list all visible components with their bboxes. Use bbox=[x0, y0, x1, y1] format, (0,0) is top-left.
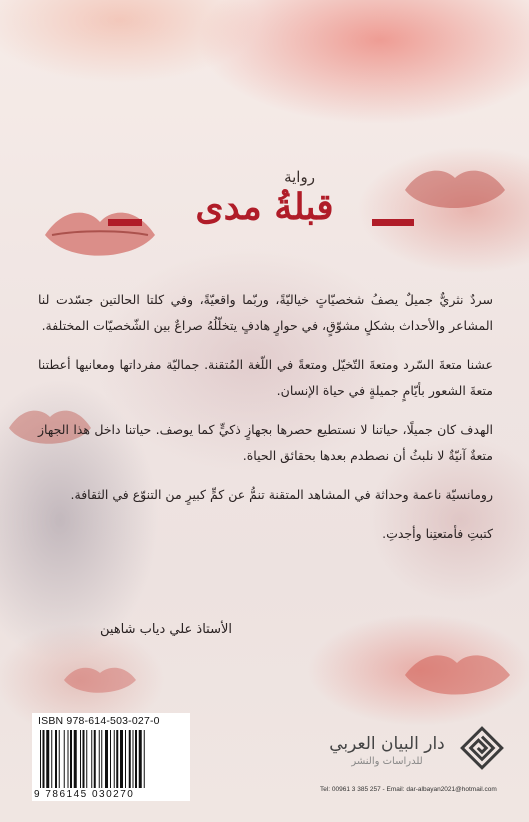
blurb bbox=[38, 287, 493, 560]
barcode-bar bbox=[110, 730, 111, 788]
blurb-paragraph: عشنا متعةَ السّرد ومتعةَ التّخيّل ومتعةً في اللّغة المُتقنة. جماليّة مفرداتها ومعانيها أعطتنا متعةَ الشعور بأيّامٍ جميلةٍ في حياة الإنسان. bbox=[38, 357, 493, 398]
lip-print-bottom-right-icon bbox=[400, 645, 515, 705]
book-title: قبلةُ مدى bbox=[195, 186, 334, 228]
publisher-contact: Tel: 00961 3 385 257 - Email: dar-albayan2021@hotmail.com bbox=[320, 786, 497, 793]
barcode-bars bbox=[40, 730, 182, 788]
barcode-bar bbox=[59, 730, 60, 788]
blurb-paragraph: سردٌ نثريٌّ جميلٌ يصفُ شخصيّاتٍ خياليّةً، وربّما واقعيّةً، وفي كلتا الحالتين جسّدت لنا المشاعر والأحداث بشكلٍ مشوّقٍ، في حوارٍ هادفٍ يتخلّلُهُ صراعٌ بين الشّخصيّات المختلفة. bbox=[38, 292, 493, 333]
blurb-paragraph: رومانسيّة ناعمة وحداثة في المشاهد المتقنة تنمُّ عن كمٍّ كبيرٍ من التنوّع في الثقافة. bbox=[70, 487, 493, 502]
lip-print-bottom-left-icon bbox=[60, 660, 140, 700]
barcode-digits: 9 786145 030270 bbox=[34, 789, 135, 800]
barcode-bar bbox=[139, 730, 142, 788]
barcode-bar bbox=[94, 730, 96, 788]
publisher-subtitle: للدراسات والنشر bbox=[351, 756, 423, 767]
barcode-bar bbox=[51, 730, 52, 788]
title-bar-right bbox=[372, 219, 414, 226]
blurb-paragraph: كتبتِ فأمتعتِنا وأجدتِ. bbox=[382, 526, 493, 541]
barcode-bar bbox=[74, 730, 77, 788]
barcode-bar bbox=[55, 730, 57, 788]
barcode-bar bbox=[86, 730, 87, 788]
barcode-bar bbox=[64, 730, 65, 788]
barcode-bar bbox=[120, 730, 123, 788]
barcode-bar bbox=[125, 730, 126, 788]
title-block bbox=[0, 168, 529, 228]
barcode-bar bbox=[105, 730, 108, 788]
review-author: الأستاذ علي دياب شاهين bbox=[100, 622, 233, 637]
isbn-number: ISBN 978-614-503-027-0 bbox=[38, 715, 160, 727]
barcode-bar bbox=[68, 730, 69, 788]
title-bar-left bbox=[108, 219, 142, 226]
square-kufic-logo-icon bbox=[459, 725, 505, 771]
barcode-bar bbox=[144, 730, 145, 788]
barcode-bar bbox=[40, 730, 41, 788]
publisher-block bbox=[322, 734, 452, 767]
barcode-bar bbox=[129, 730, 131, 788]
barcode-bar bbox=[135, 730, 137, 788]
barcode-bar bbox=[114, 730, 115, 788]
genre-label: رواية bbox=[284, 168, 315, 186]
blurb-paragraph: الهدف كان جميلًا، حياتنا لا نستطيع حصرها بجهازٍ ذكيٍّ كما يوصف. حياتنا داخل هذا الجهاز متعةٌ آنيّةٌ لا نلبثُ أن نصطدم بعدها بحقائق الحياة. bbox=[38, 422, 493, 463]
barcode bbox=[32, 713, 190, 801]
barcode-bar bbox=[116, 730, 118, 788]
barcode-bar bbox=[101, 730, 102, 788]
barcode-bar bbox=[83, 730, 85, 788]
barcode-bar bbox=[91, 730, 92, 788]
barcode-bar bbox=[43, 730, 45, 788]
barcode-bar bbox=[46, 730, 49, 788]
publisher-name: دار البيان العربي bbox=[329, 734, 445, 754]
barcode-bar bbox=[80, 730, 81, 788]
barcode-bar bbox=[133, 730, 134, 788]
barcode-bar bbox=[99, 730, 100, 788]
barcode-bar bbox=[70, 730, 72, 788]
